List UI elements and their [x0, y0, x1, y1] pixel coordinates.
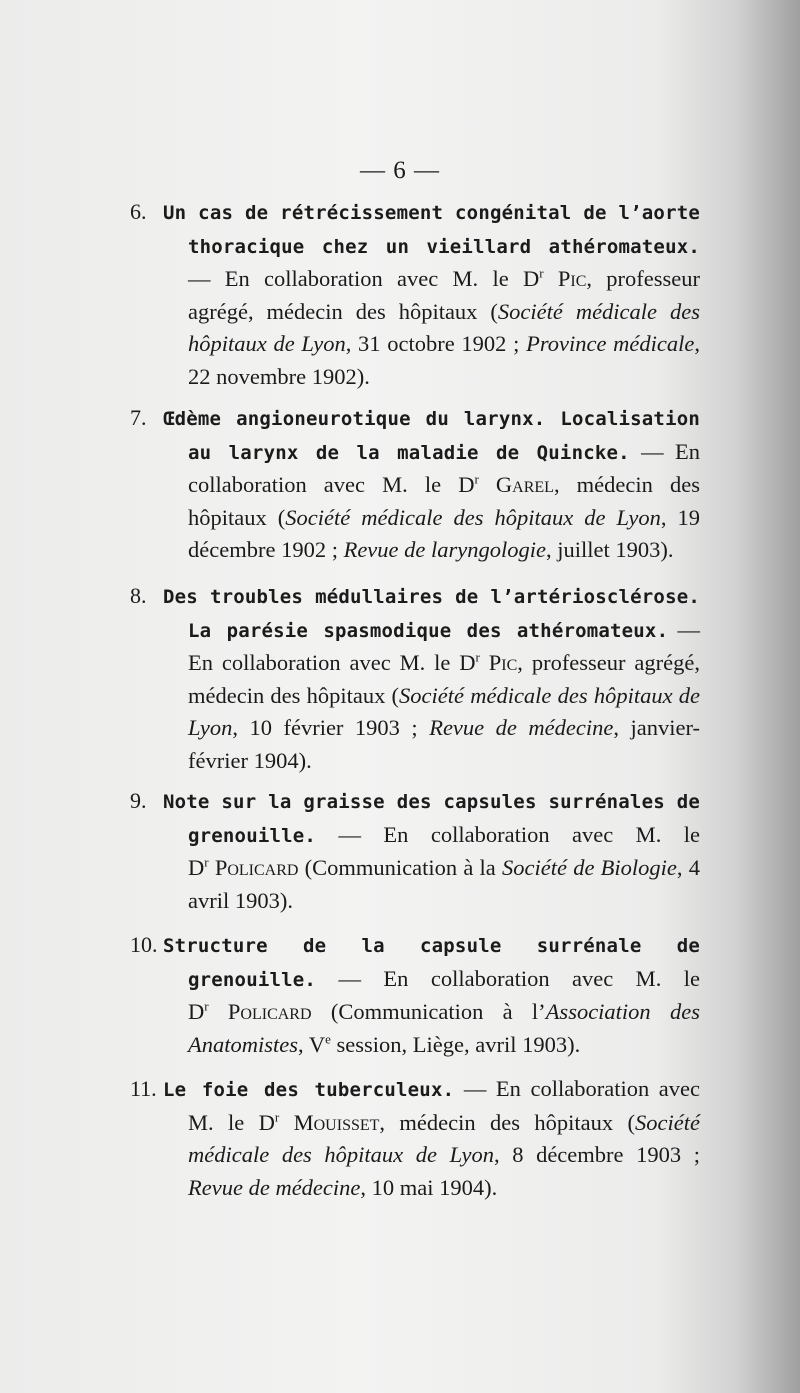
collaborator-name: Pic: [557, 266, 587, 291]
journal-name: Revue de médecine: [429, 715, 614, 740]
entry-number: 7.: [130, 405, 147, 430]
entry-number: 10.: [130, 932, 158, 957]
entry-title: Œdème angioneurotique du larynx. Localisation au larynx de la maladie de Quincke.: [163, 408, 700, 464]
entry-number: 8.: [130, 583, 147, 608]
entry-text: Un cas de rétrécissement congénital de l’aorte thoracique chez un vieillard athéromateux. — En collaboration avec M. le $D^r$ Pic, professeur agrégé, médecin des hôpitaux (Société médicale des hôpitaux de Lyon, 31 octobre 1902 ; Province médicale, 22 novembre 1902).: [163, 202, 701, 389]
collaborator-name: Mouisset: [293, 1109, 380, 1135]
journal-name: Société médicale des hôpitaux de Lyon: [188, 682, 700, 740]
entry-title: Des troubles médullaires de l’artériosclérose. La parésie spasmodique des athéromateux.: [163, 586, 700, 642]
publication-entry-11: [130, 1073, 700, 1204]
journal-name: Société de Biologie: [502, 855, 677, 880]
publication-entry-10: [130, 929, 700, 1061]
journal-name: Province médicale: [526, 331, 695, 356]
entry-title: Note sur la graisse des capsules surrénales de grenouille.: [163, 791, 700, 847]
journal-name: Société médicale des hôpitaux de Lyon: [188, 298, 700, 356]
publication-entry-7: [130, 402, 700, 567]
journal-name: Revue de laryngologie: [343, 537, 547, 562]
collaborator-name: Pic: [488, 650, 518, 675]
entry-number: 9.: [130, 788, 147, 813]
entry-text: Le foie des tuberculeux. — En collaboration avec M. le $D^r$ Mouisset, médecin des hôpitaux (Société médicale des hôpitaux de Lyon, 8 décembre 1903 ; Revue de médecine, 10 mai 1904).: [163, 1076, 700, 1200]
publication-entry-9: [130, 785, 700, 917]
collaborator-name: Policard: [214, 855, 299, 880]
journal-name: Société médicale des hôpitaux de Lyon: [188, 1109, 700, 1167]
publication-entry-6: [130, 196, 700, 393]
entry-text: Des troubles médullaires de l’artériosclérose. La parésie spasmodique des athéromateux. — En collaboration avec M. le $D^r$ Pic, professeur agrégé, médecin des hôpitaux (Société médicale des hôpitaux de Lyon, 10 février 1903 ; Revue de médecine, janvier-février 1904).: [163, 586, 701, 773]
entry-text: Note sur la graisse des capsules surrénales de grenouille. — En collaboration avec M. le $D^r$ Policard (Communication à la Société de Biologie, 4 avril 1903).: [163, 791, 700, 913]
journal-name: Société médicale des hôpitaux de Lyon: [285, 504, 661, 530]
entry-text: Structure de la capsule surrénale de grenouille. — En collaboration avec M. le $D^r$ Policard (Communication à l’Association des Anatomistes, Ve session, Liège, avril 1903).: [163, 935, 700, 1057]
entry-text: Œdème angioneurotique du larynx. Localisation au larynx de la maladie de Quincke. — En collaboration avec M. le $D^r$ Garel, médecin des hôpitaux (Société médicale des hôpitaux de Lyon, 19 décembre 1902 ; Revue de laryngologie, juillet 1903).: [163, 408, 701, 562]
entry-number: 6.: [130, 199, 147, 224]
entry-number: 11.: [130, 1076, 157, 1101]
entry-title: Le foie des tuberculeux.: [163, 1079, 455, 1101]
entry-title: Structure de la capsule surrénale de grenouille.: [163, 935, 700, 991]
collaborator-name: Garel: [495, 472, 554, 497]
journal-name: Association des Anatomistes: [188, 999, 700, 1057]
publication-entry-8: [130, 580, 700, 777]
journal-name: Revue de médecine: [188, 1174, 361, 1200]
collaborator-name: Policard: [227, 999, 312, 1024]
page-number: — 6 —: [360, 157, 440, 184]
entry-title: Un cas de rétrécissement congénital de l’aorte thoracique chez un vieillard athéromateux.: [163, 202, 700, 258]
